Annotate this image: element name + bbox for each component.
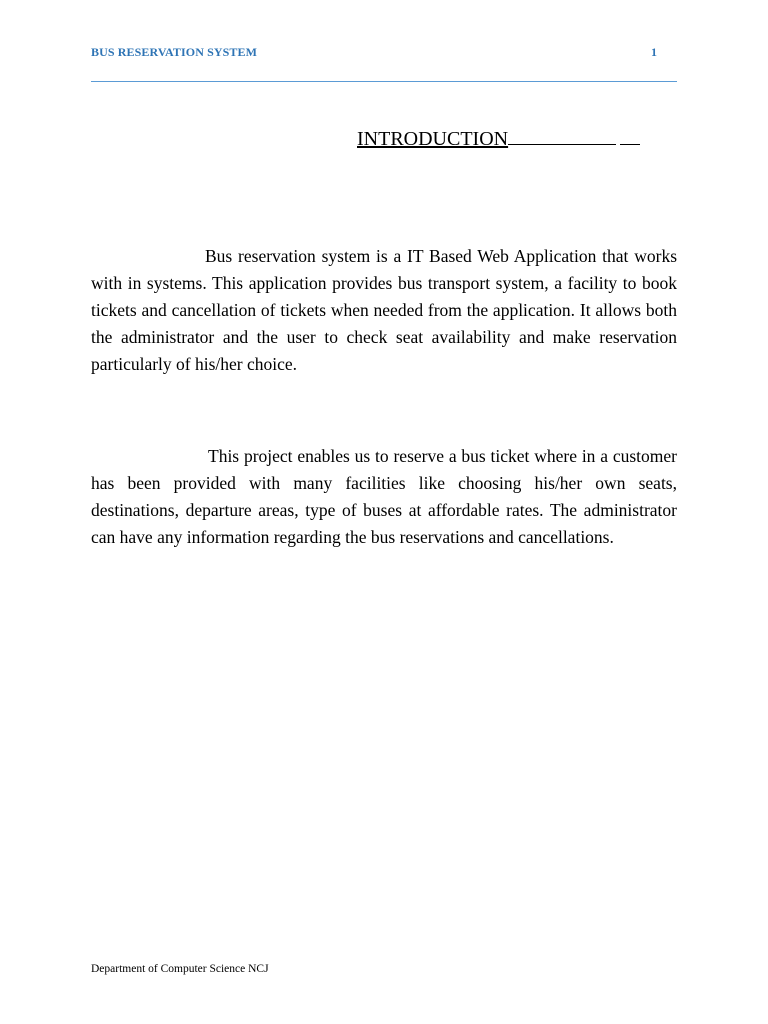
section-heading <box>357 126 640 152</box>
heading-underline-blank <box>508 126 616 145</box>
header-title: BUS RESERVATION SYSTEM <box>91 45 258 59</box>
page-header <box>91 45 677 63</box>
body-paragraph: Bus reservation system is a IT Based Web Application that works with in systems. This application provides bus transport system, a facility to book tickets and cancellation of tickets when needed from the application. It allows both the administrator and the user to check seat availability and make reservation particularly of his/her choice. <box>91 246 677 374</box>
page-footer: Department of Computer Science NCJ <box>91 963 269 975</box>
page-number: 1 <box>651 45 657 59</box>
header-divider <box>91 81 677 82</box>
body-paragraph: This project enables us to reserve a bus ticket where in a customer has been provided with many facilities like choosing his/her own seats, destinations, departure areas, type of buses at affordable rates. The administrator can have any information regarding the bus reservations and cancellations. <box>91 446 677 547</box>
heading-underline-blank-short <box>620 126 640 145</box>
section-heading-text: INTRODUCTION <box>357 128 509 150</box>
